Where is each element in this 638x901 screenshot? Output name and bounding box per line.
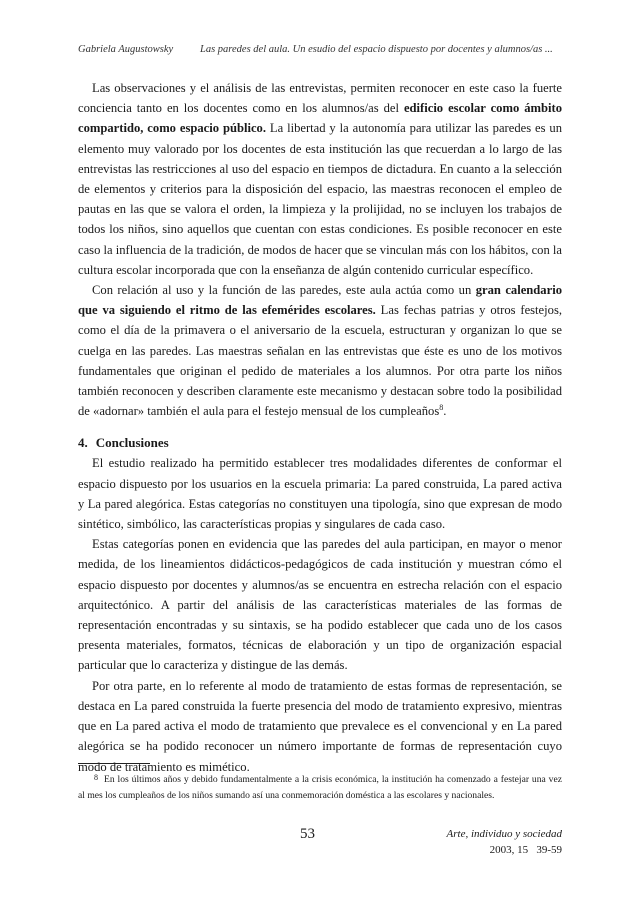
section-heading bbox=[78, 433, 562, 453]
main-text bbox=[78, 78, 562, 777]
conclusion-paragraph-3: Por otra parte, en lo referente al modo de tratamiento de estas formas de representación, se destaca en La pared construida la fuerte presencia del modo de tratamiento expresivo, mientras que en La pared activa el modo de tratamiento que prevalece es el convencional y en La pared alegórica se ha podido reconocer un número importante de formas de representación cuyo modo de tratamiento es mimético. bbox=[78, 678, 562, 774]
emphasis-text: edificio escolar como ámbito compartido, como espacio público. bbox=[78, 101, 562, 136]
journal-name: Arte, individuo y sociedad bbox=[446, 828, 562, 840]
body-text: Con relación al uso y la función de las paredes, este aula actúa como un bbox=[92, 283, 476, 298]
journal-info bbox=[447, 826, 562, 858]
body-text: . bbox=[443, 404, 447, 419]
footnote-rule bbox=[78, 763, 150, 764]
section-number: 4. bbox=[78, 435, 88, 451]
conclusion-paragraph-1: El estudio realizado ha permitido establecer tres modalidades diferentes de conformar el espacio dispuesto por los usuarios en la escuela primaria: La pared construida, La pared activa y La pared alegórica. Estas categorías no constituyen una tipología, sino que expresan de modo sintético, simbólico, las características propias y singulares de cada caso. bbox=[78, 456, 562, 532]
body-text: Las observaciones y el análisis de las entrevistas, permiten reconocer en este caso la fuerte conciencia tanto en los docentes como en los alumnos/as del bbox=[78, 81, 562, 116]
conclusion-paragraph-2: Estas categorías ponen en evidencia que las paredes del aula participan, en mayor o menor medida, de los lineamientos didácticos-pedagógicos de cada institución y muestran cómo el espacio dispuesto por docentes y alumnos/as se encuentra en estrecha relación con el espacio arquitectónico. A partir del análisis de las características materiales de las formas de representación encontradas y su sintaxis, se ha podido establecer que cada uno de los casos presenta materiales, formatos, técnicas de elaboración y un tipo de organización espacial particular que lo caracteriza y distingue de las demás. bbox=[78, 537, 562, 673]
emphasis-text: gran calendario que va siguiendo el ritmo de las efemérides escolares. bbox=[78, 283, 562, 318]
header-title: Las paredes del aula. Un esudio del espacio dispuesto por docentes y alumnos/as ... bbox=[200, 44, 553, 55]
footnote bbox=[78, 770, 562, 803]
body-text: La libertad y la autonomía para utilizar las paredes es un elemento muy valorado por los docentes de esta institución las que recuerdan a lo largo de las entrevistas las restricciones al uso del espacio en tiempos de dictadura. En cuanto a la selección de elementos y criterios para la disposición del espacio, las maestras reconocen el empleo de pautas en las que se valora el orden, la limpieza y la prolijidad, no se incluyen los trabajos de todos los niños, sino aquellos que cuentan con estas condiciones. Es posible reconocer en este caso la influencia de la tradición, de modos de hacer que se vinculan más con los hábitos, con la cultura escolar incorporada que con la enseñanza de algún contenido curricular específico. bbox=[78, 121, 562, 277]
section-title: Conclusiones bbox=[95, 435, 169, 451]
body-text: Las fechas patrias y otros festejos, como el día de la primavera o el aniversario de la escuela, estructuran y organizan lo que se cuelga en las paredes. Las maestras señalan en las entrevistas que éste es uno de los motivos fundamentales que originan el pedido de materiales a los alumnos. Por otra parte los niños también reconocen y describen claramente este mecanismo y destacan sobre todo la posibilidad de «adornar» también el aula para el festejo mensual de los cumpleaños bbox=[78, 303, 562, 419]
page-number: 53 bbox=[300, 826, 315, 842]
footnote-number: 8 bbox=[94, 773, 98, 782]
paragraph-2 bbox=[78, 280, 562, 421]
header-author: Gabriela Augustowsky bbox=[78, 44, 174, 55]
paragraph-1 bbox=[78, 78, 562, 280]
footnote-text: En los últimos años y debido fundamentalmente a la crisis económica, la institución ha comenzado a festejar una vez al mes los cumpleaños de los niños sumando así una conmemoración doméstica a las escolares y nacionales. bbox=[78, 774, 562, 801]
journal-issue: 2003, 15 39-59 bbox=[489, 844, 562, 856]
footnote-ref: 8 bbox=[439, 403, 444, 413]
